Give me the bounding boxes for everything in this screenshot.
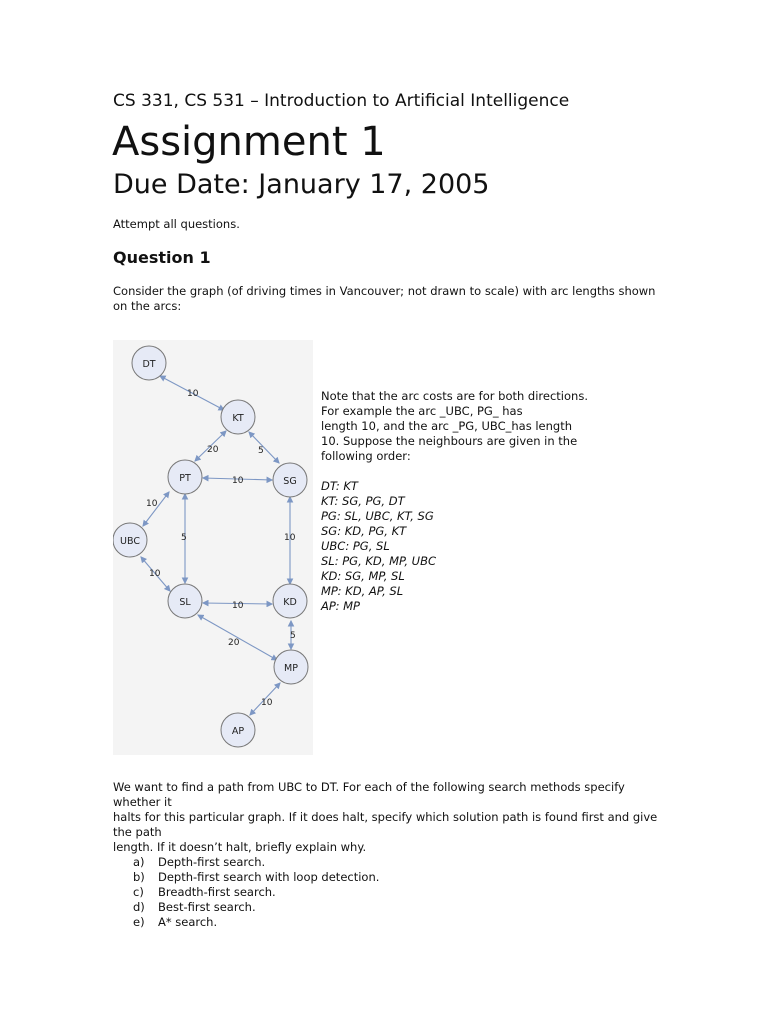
- method-letter: a): [133, 855, 145, 869]
- question-intro: Consider the graph (of driving times in Vancouver; not drawn to scale) with arc lengths shown on the arcs:: [113, 284, 656, 313]
- arc-cost-note: [321, 389, 621, 464]
- method-item: [133, 900, 379, 915]
- edge-label-dt-kt: 10: [187, 389, 199, 399]
- method-text: Depth-first search.: [158, 855, 266, 869]
- edge-label-pt-sl: 5: [181, 533, 187, 543]
- node-label-mp: MP: [284, 663, 298, 674]
- method-letter: b): [133, 870, 145, 884]
- method-item: [133, 870, 379, 885]
- method-item: [133, 885, 379, 900]
- method-item: [133, 915, 379, 930]
- edge-label-mp-ap: 10: [261, 698, 273, 708]
- search-methods-list: [133, 855, 379, 930]
- task-line: halts for this particular graph. If it does halt, specify which solution path is found first and give the path: [113, 810, 658, 839]
- neighbour-item: PG: SL, UBC, KT, SG: [321, 509, 434, 523]
- neighbour-item: KT: SG, PG, DT: [321, 494, 405, 508]
- method-text: Breadth-first search.: [158, 885, 276, 899]
- method-item: [133, 855, 379, 870]
- neighbour-item: KD: SG, MP, SL: [321, 569, 405, 583]
- neighbour-item: AP: MP: [321, 599, 360, 613]
- neighbour-item: DT: KT: [321, 479, 358, 493]
- method-letter: d): [133, 900, 145, 914]
- node-label-sl: SL: [179, 597, 191, 608]
- note-line: following order:: [321, 449, 411, 463]
- node-label-kt: KT: [232, 413, 244, 424]
- note-line: length 10, and the arc _PG, UBC_has length: [321, 419, 573, 433]
- edge-label-kd-mp: 5: [290, 631, 296, 641]
- node-label-pt: PT: [179, 473, 191, 484]
- method-text: Depth-first search with loop detection.: [158, 870, 380, 884]
- task-line: length. If it doesn’t halt, briefly explain why.: [113, 840, 367, 854]
- course-title: CS 331, CS 531 – Introduction to Artificial Intelligence: [113, 91, 570, 111]
- method-letter: e): [133, 915, 145, 929]
- method-text: Best-first search.: [158, 900, 256, 914]
- neighbour-item: SG: KD, PG, KT: [321, 524, 407, 538]
- neighbour-item: UBC: PG, SL: [321, 539, 390, 553]
- edge-label-kt-pt: 20: [207, 445, 219, 455]
- due-date: Due Date: January 17, 2005: [113, 169, 490, 200]
- instructions: Attempt all questions.: [113, 217, 240, 231]
- node-label-dt: DT: [142, 359, 156, 370]
- neighbour-list: [321, 479, 436, 614]
- task-line: We want to find a path from UBC to DT. For each of the following search methods specify whether it: [113, 780, 625, 809]
- edge-label-kt-sg: 5: [258, 446, 264, 456]
- task-description: [113, 780, 673, 855]
- node-label-kd: KD: [283, 597, 297, 608]
- node-label-ap: AP: [231, 726, 245, 737]
- edge-label-pt-sg: 10: [232, 476, 244, 486]
- node-label-ubc: UBC: [120, 536, 140, 547]
- node-label-sg: SG: [283, 476, 297, 487]
- edge-label-ubc-sl: 10: [149, 569, 161, 579]
- note-line: For example the arc _UBC, PG_ has: [321, 404, 523, 418]
- method-letter: c): [133, 885, 144, 899]
- edge-label-sl-kd: 10: [232, 601, 244, 611]
- edge-label-sl-mp: 20: [228, 638, 240, 648]
- edge-label-ubc-pt: 10: [146, 499, 158, 509]
- neighbour-item: MP: KD, AP, SL: [321, 584, 404, 598]
- method-text: A* search.: [158, 915, 218, 929]
- note-line: Note that the arc costs are for both directions.: [321, 389, 588, 403]
- graph-figure: [113, 340, 313, 755]
- question-heading: Question 1: [113, 248, 211, 267]
- neighbour-item: SL: PG, KD, MP, UBC: [321, 554, 437, 568]
- note-line: 10. Suppose the neighbours are given in the: [321, 434, 578, 448]
- assignment-title: Assignment 1: [112, 119, 386, 165]
- edge-label-sg-kd: 10: [284, 533, 296, 543]
